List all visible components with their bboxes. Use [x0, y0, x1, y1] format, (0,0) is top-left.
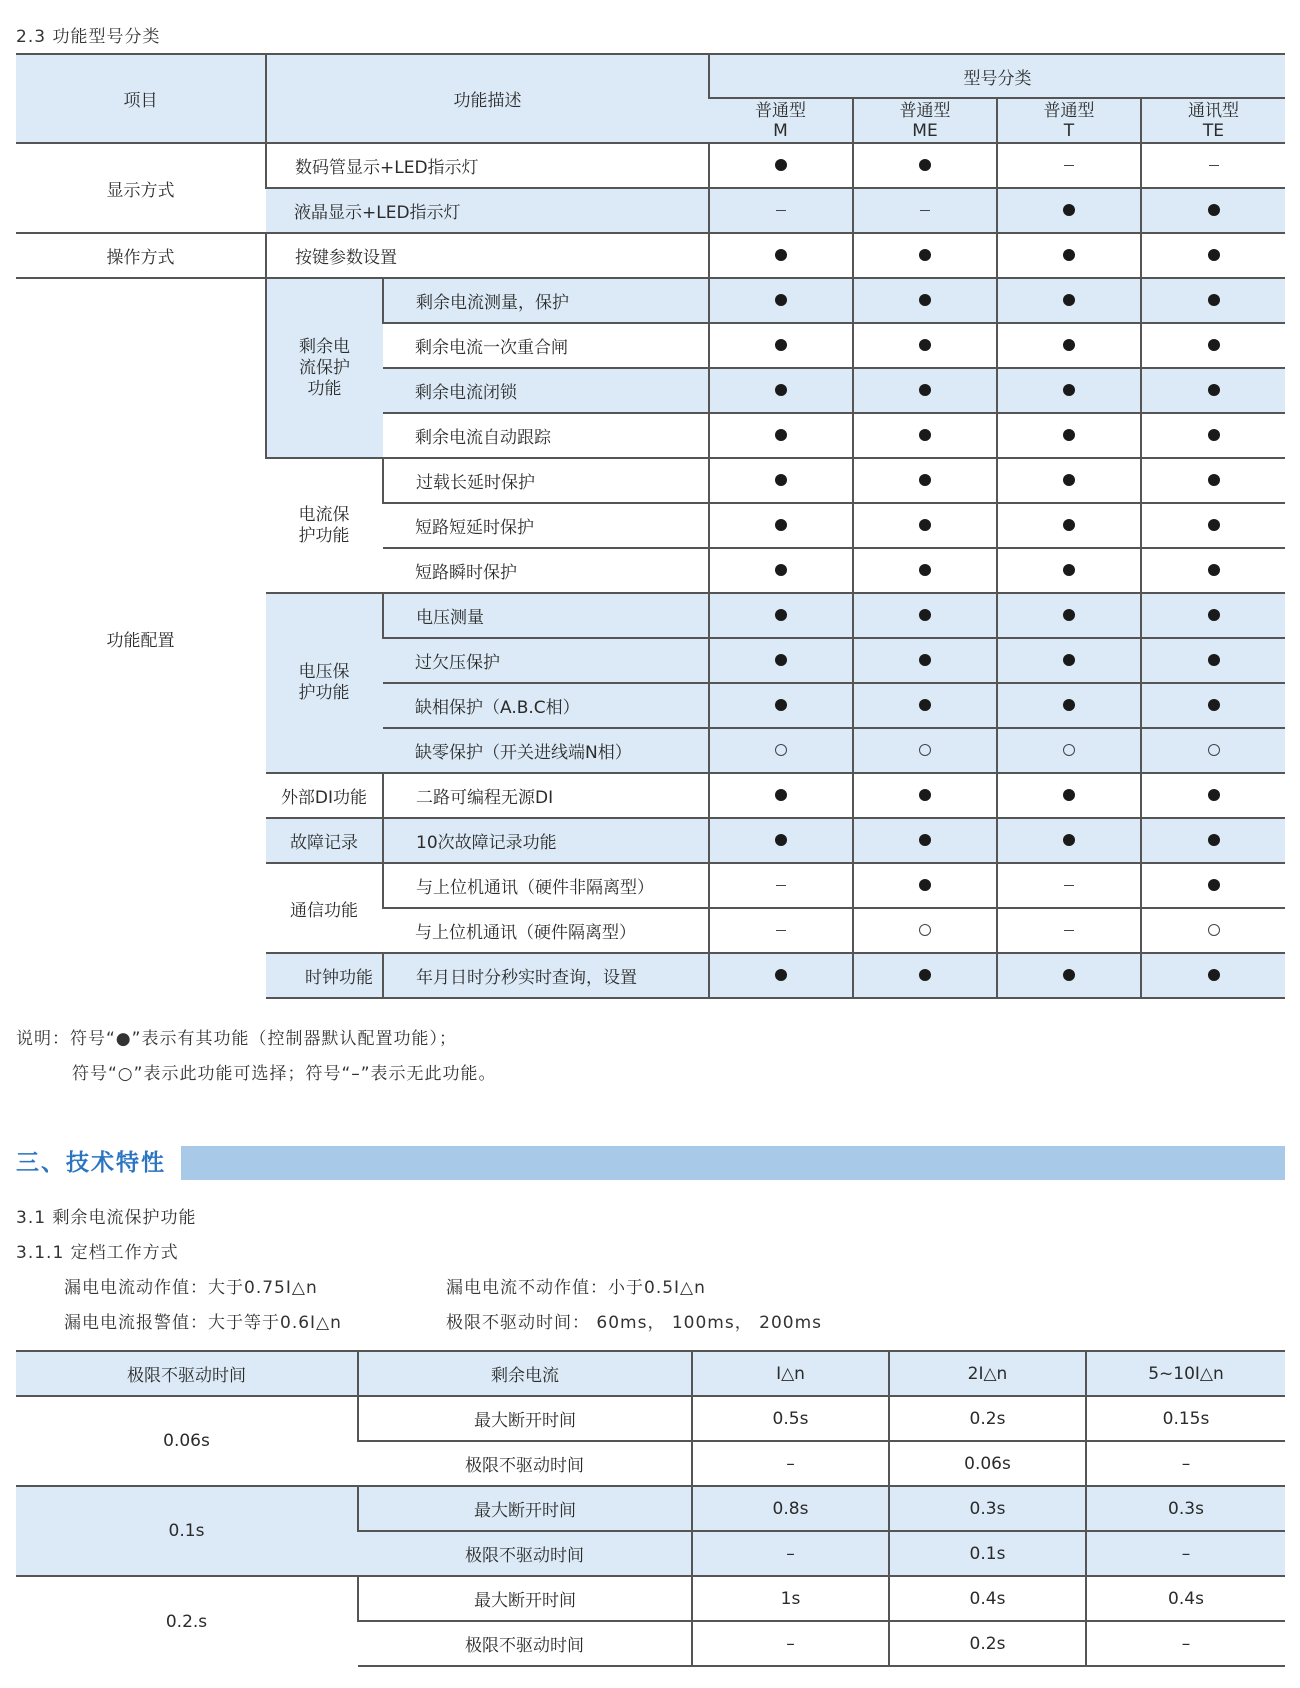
- symbol-cell: [853, 728, 997, 773]
- filled-dot-icon: [1208, 969, 1220, 981]
- t2-cell: 0.4s: [889, 1576, 1086, 1621]
- symbol-cell: [997, 863, 1141, 908]
- symbol-cell: [709, 143, 853, 188]
- filled-dot-icon: [919, 249, 931, 261]
- t2-cell: –: [692, 1531, 889, 1576]
- symbol-cell: [709, 863, 853, 908]
- subsection-3-1-1: 3.1.1 定档工作方式: [16, 1243, 179, 1263]
- group-clock: 时钟功能: [266, 953, 383, 998]
- symbol-cell: [997, 773, 1141, 818]
- t2-cell: –: [1086, 1621, 1285, 1666]
- symbol-cell: [997, 728, 1141, 773]
- group-di: 外部DI功能: [266, 773, 383, 818]
- group-current: 电流保 护功能: [266, 458, 383, 593]
- symbol-cell: [1141, 683, 1285, 728]
- symbol-cell: [709, 368, 853, 413]
- symbol-cell: [1141, 503, 1285, 548]
- row-desc: 缺相保护（A.B.C相）: [383, 683, 709, 728]
- filled-dot-icon: [1208, 429, 1220, 441]
- t2-cell: 0.15s: [1086, 1396, 1285, 1441]
- filled-dot-icon: [919, 564, 931, 576]
- symbol-cell: [709, 548, 853, 593]
- section-2-3-title: 2.3 功能型号分类: [16, 27, 161, 47]
- symbol-cell: [997, 638, 1141, 683]
- t2-cell: 0.2s: [889, 1621, 1086, 1666]
- dash-icon: [1064, 930, 1074, 932]
- symbol-cell: [709, 278, 853, 323]
- filled-dot-icon: [775, 474, 787, 486]
- t2-header-0: 极限不驱动时间: [16, 1351, 358, 1396]
- header-model-group: 型号分类: [709, 54, 1285, 98]
- filled-dot-icon: [1208, 609, 1220, 621]
- filled-dot-icon: [919, 474, 931, 486]
- filled-dot-icon: [919, 159, 931, 171]
- hollow-circle-icon: [919, 924, 931, 936]
- symbol-cell: [1141, 728, 1285, 773]
- t2-cell: –: [1086, 1531, 1285, 1576]
- filled-dot-icon: [1208, 564, 1220, 576]
- spec-non-action-value: 漏电电流不动作值：小于0.5I△n: [446, 1278, 706, 1298]
- symbol-cell: [853, 503, 997, 548]
- symbol-cell: [997, 278, 1141, 323]
- filled-dot-icon: [1208, 294, 1220, 306]
- symbol-cell: [709, 638, 853, 683]
- row-desc: 与上位机通讯（硬件隔离型）: [383, 908, 709, 953]
- header-desc: 功能描述: [266, 54, 709, 143]
- filled-dot-icon: [775, 654, 787, 666]
- symbol-cell: [997, 548, 1141, 593]
- symbol-cell: [709, 728, 853, 773]
- row-desc: 剩余电流闭锁: [383, 368, 709, 413]
- filled-dot-icon: [1063, 474, 1075, 486]
- symbol-cell: [997, 368, 1141, 413]
- symbol-cell: [853, 638, 997, 683]
- t2-cell: –: [692, 1621, 889, 1666]
- symbol-cell: [1141, 908, 1285, 953]
- row-desc: 剩余电流测量，保护: [383, 278, 709, 323]
- symbol-cell: [997, 323, 1141, 368]
- filled-dot-icon: [775, 564, 787, 576]
- filled-dot-icon: [1208, 204, 1220, 216]
- hollow-circle-icon: [1063, 744, 1075, 756]
- t2-cell: 0.8s: [692, 1486, 889, 1531]
- filled-dot-icon: [1208, 879, 1220, 891]
- t2-header-2: I△n: [692, 1351, 889, 1396]
- dash-icon: [1209, 165, 1219, 167]
- t2-cell: –: [692, 1441, 889, 1486]
- t2-header-3: 2I△n: [889, 1351, 1086, 1396]
- t2-cell: 0.1s: [889, 1531, 1086, 1576]
- t2-row-label: 极限不驱动时间: [358, 1531, 692, 1576]
- filled-dot-icon: [1208, 654, 1220, 666]
- filled-dot-icon: [1063, 564, 1075, 576]
- symbol-cell: [997, 458, 1141, 503]
- filled-dot-icon: [1208, 474, 1220, 486]
- symbol-cell: [997, 233, 1141, 278]
- symbol-cell: [1141, 953, 1285, 998]
- group-fault: 故障记录: [266, 818, 383, 863]
- row-desc: 数码管显示+LED指示灯: [266, 143, 709, 188]
- symbol-cell: [853, 413, 997, 458]
- dash-icon: [776, 210, 786, 212]
- filled-dot-icon: [775, 699, 787, 711]
- row-desc: 剩余电流自动跟踪: [383, 413, 709, 458]
- symbol-cell: [709, 683, 853, 728]
- filled-dot-icon: [775, 789, 787, 801]
- symbol-cell: [853, 818, 997, 863]
- dash-icon: [776, 930, 786, 932]
- header-item: 项目: [16, 54, 266, 143]
- section-3-title: 三、技术特性: [16, 1150, 166, 1176]
- t2-group-time: 0.2.s: [16, 1576, 358, 1666]
- symbol-cell: [709, 773, 853, 818]
- symbol-cell: [853, 278, 997, 323]
- t2-row-label: 最大断开时间: [358, 1576, 692, 1621]
- filled-dot-icon: [775, 159, 787, 171]
- t2-cell: 0.06s: [889, 1441, 1086, 1486]
- dash-icon: [1064, 165, 1074, 167]
- filled-dot-icon: [919, 969, 931, 981]
- filled-dot-icon: [919, 879, 931, 891]
- filled-dot-icon: [1063, 699, 1075, 711]
- row-desc: 按键参数设置: [266, 233, 709, 278]
- hollow-circle-icon: [775, 744, 787, 756]
- symbol-cell: [853, 233, 997, 278]
- symbol-cell: [1141, 458, 1285, 503]
- symbol-cell: [1141, 593, 1285, 638]
- row-desc: 液晶显示+LED指示灯: [266, 188, 709, 233]
- filled-dot-icon: [775, 429, 787, 441]
- t2-cell: 1s: [692, 1576, 889, 1621]
- t2-header-4: 5~10I△n: [1086, 1351, 1285, 1396]
- symbol-cell: [853, 908, 997, 953]
- symbol-cell: [853, 953, 997, 998]
- t2-header-1: 剩余电流: [358, 1351, 692, 1396]
- symbol-cell: [709, 413, 853, 458]
- filled-dot-icon: [1063, 789, 1075, 801]
- header-model-t: 普通型 T: [997, 98, 1141, 143]
- symbol-cell: [853, 368, 997, 413]
- spec-alarm-value: 漏电电流报警值：大于等于0.6I△n: [64, 1313, 342, 1333]
- row-desc: 短路瞬时保护: [383, 548, 709, 593]
- symbol-cell: [709, 818, 853, 863]
- symbol-cell: [853, 188, 997, 233]
- spec-action-value: 漏电电流动作值：大于0.75I△n: [64, 1278, 318, 1298]
- symbol-cell: [1141, 818, 1285, 863]
- filled-dot-icon: [919, 339, 931, 351]
- group-residual: 剩余电 流保护 功能: [266, 278, 383, 458]
- filled-dot-icon: [919, 384, 931, 396]
- header-model-m: 普通型 M: [709, 98, 853, 143]
- row-desc: 年月日时分秒实时查询，设置: [383, 953, 709, 998]
- filled-dot-icon: [1208, 834, 1220, 846]
- filled-dot-icon: [1063, 339, 1075, 351]
- dash-icon: [1064, 885, 1074, 887]
- symbol-cell: [853, 548, 997, 593]
- symbol-cell: [709, 323, 853, 368]
- filled-dot-icon: [1063, 834, 1075, 846]
- filled-dot-icon: [1063, 204, 1075, 216]
- note-line-2: 符号“○”表示此功能可选择；符号“–”表示无此功能。: [72, 1064, 497, 1084]
- symbol-cell: [1141, 233, 1285, 278]
- t2-group-time: 0.1s: [16, 1486, 358, 1576]
- symbol-cell: [997, 908, 1141, 953]
- symbol-cell: [997, 683, 1141, 728]
- t2-cell: –: [1086, 1441, 1285, 1486]
- row-desc: 与上位机通讯（硬件非隔离型）: [383, 863, 709, 908]
- symbol-cell: [853, 593, 997, 638]
- hollow-circle-icon: [919, 744, 931, 756]
- symbol-cell: [1141, 278, 1285, 323]
- filled-dot-icon: [919, 654, 931, 666]
- filled-dot-icon: [919, 789, 931, 801]
- filled-dot-icon: [919, 294, 931, 306]
- t2-cell: 0.5s: [692, 1396, 889, 1441]
- t2-cell: 0.3s: [889, 1486, 1086, 1531]
- symbol-cell: [709, 908, 853, 953]
- filled-dot-icon: [919, 519, 931, 531]
- symbol-cell: [1141, 143, 1285, 188]
- filled-dot-icon: [1063, 609, 1075, 621]
- row-desc: 过载长延时保护: [383, 458, 709, 503]
- row-desc: 电压测量: [383, 593, 709, 638]
- symbol-cell: [709, 233, 853, 278]
- filled-dot-icon: [1063, 294, 1075, 306]
- row-desc: 短路短延时保护: [383, 503, 709, 548]
- filled-dot-icon: [1208, 699, 1220, 711]
- t2-row-label: 极限不驱动时间: [358, 1441, 692, 1486]
- symbol-cell: [1141, 863, 1285, 908]
- subsection-3-1: 3.1 剩余电流保护功能: [16, 1208, 197, 1228]
- symbol-cell: [997, 593, 1141, 638]
- symbol-cell: [853, 143, 997, 188]
- row-desc: 过欠压保护: [383, 638, 709, 683]
- symbol-cell: [1141, 323, 1285, 368]
- symbol-cell: [997, 503, 1141, 548]
- symbol-cell: [709, 503, 853, 548]
- note-line-1: 说明：符号“●”表示有其功能（控制器默认配置功能）；: [16, 1029, 457, 1049]
- symbol-cell: [853, 863, 997, 908]
- symbol-cell: [853, 773, 997, 818]
- filled-dot-icon: [919, 609, 931, 621]
- symbol-cell: [1141, 188, 1285, 233]
- symbol-cell: [1141, 368, 1285, 413]
- dash-icon: [776, 885, 786, 887]
- symbol-cell: [709, 953, 853, 998]
- section-3-bar: [181, 1146, 1285, 1180]
- filled-dot-icon: [1063, 384, 1075, 396]
- symbol-cell: [709, 593, 853, 638]
- symbol-cell: [1141, 548, 1285, 593]
- symbol-cell: [853, 458, 997, 503]
- symbol-cell: [709, 188, 853, 233]
- symbol-cell: [1141, 773, 1285, 818]
- filled-dot-icon: [1208, 384, 1220, 396]
- filled-dot-icon: [1063, 429, 1075, 441]
- row-desc: 剩余电流一次重合闸: [383, 323, 709, 368]
- t2-cell: 0.2s: [889, 1396, 1086, 1441]
- filled-dot-icon: [919, 699, 931, 711]
- row-desc: 缺零保护（开关进线端N相）: [383, 728, 709, 773]
- filled-dot-icon: [919, 834, 931, 846]
- filled-dot-icon: [1063, 519, 1075, 531]
- row-desc: 二路可编程无源DI: [383, 773, 709, 818]
- hollow-circle-icon: [1208, 924, 1220, 936]
- symbol-cell: [709, 458, 853, 503]
- filled-dot-icon: [775, 609, 787, 621]
- dash-icon: [920, 210, 930, 212]
- filled-dot-icon: [775, 294, 787, 306]
- symbol-cell: [997, 818, 1141, 863]
- t2-cell: 0.4s: [1086, 1576, 1285, 1621]
- group-comm: 通信功能: [266, 863, 383, 953]
- symbol-cell: [997, 143, 1141, 188]
- filled-dot-icon: [775, 339, 787, 351]
- symbol-cell: [1141, 413, 1285, 458]
- limit-time-table: [16, 1350, 1285, 1667]
- hollow-circle-icon: [1208, 744, 1220, 756]
- filled-dot-icon: [1208, 339, 1220, 351]
- filled-dot-icon: [1208, 789, 1220, 801]
- filled-dot-icon: [1063, 969, 1075, 981]
- symbol-cell: [853, 683, 997, 728]
- filled-dot-icon: [775, 249, 787, 261]
- symbol-cell: [1141, 638, 1285, 683]
- t2-row-label: 最大断开时间: [358, 1396, 692, 1441]
- filled-dot-icon: [1208, 249, 1220, 261]
- t2-group-time: 0.06s: [16, 1396, 358, 1486]
- function-model-table: [16, 53, 1285, 999]
- filled-dot-icon: [1063, 249, 1075, 261]
- row-label-operation: 操作方式: [16, 233, 266, 278]
- symbol-cell: [997, 413, 1141, 458]
- filled-dot-icon: [775, 969, 787, 981]
- row-desc: 10次故障记录功能: [383, 818, 709, 863]
- filled-dot-icon: [919, 429, 931, 441]
- symbol-cell: [997, 188, 1141, 233]
- symbol-cell: [853, 323, 997, 368]
- header-model-me: 普通型 ME: [853, 98, 997, 143]
- t2-row-label: 极限不驱动时间: [358, 1621, 692, 1666]
- filled-dot-icon: [775, 519, 787, 531]
- filled-dot-icon: [1208, 519, 1220, 531]
- filled-dot-icon: [1063, 654, 1075, 666]
- symbol-cell: [997, 953, 1141, 998]
- row-label-function-config: 功能配置: [16, 278, 266, 998]
- spec-limit-time: 极限不驱动时间： 60ms， 100ms， 200ms: [446, 1313, 822, 1333]
- header-model-te: 通讯型 TE: [1141, 98, 1285, 143]
- filled-dot-icon: [775, 834, 787, 846]
- t2-cell: 0.3s: [1086, 1486, 1285, 1531]
- row-label-display: 显示方式: [16, 143, 266, 233]
- filled-dot-icon: [775, 384, 787, 396]
- group-voltage: 电压保 护功能: [266, 593, 383, 773]
- t2-row-label: 最大断开时间: [358, 1486, 692, 1531]
